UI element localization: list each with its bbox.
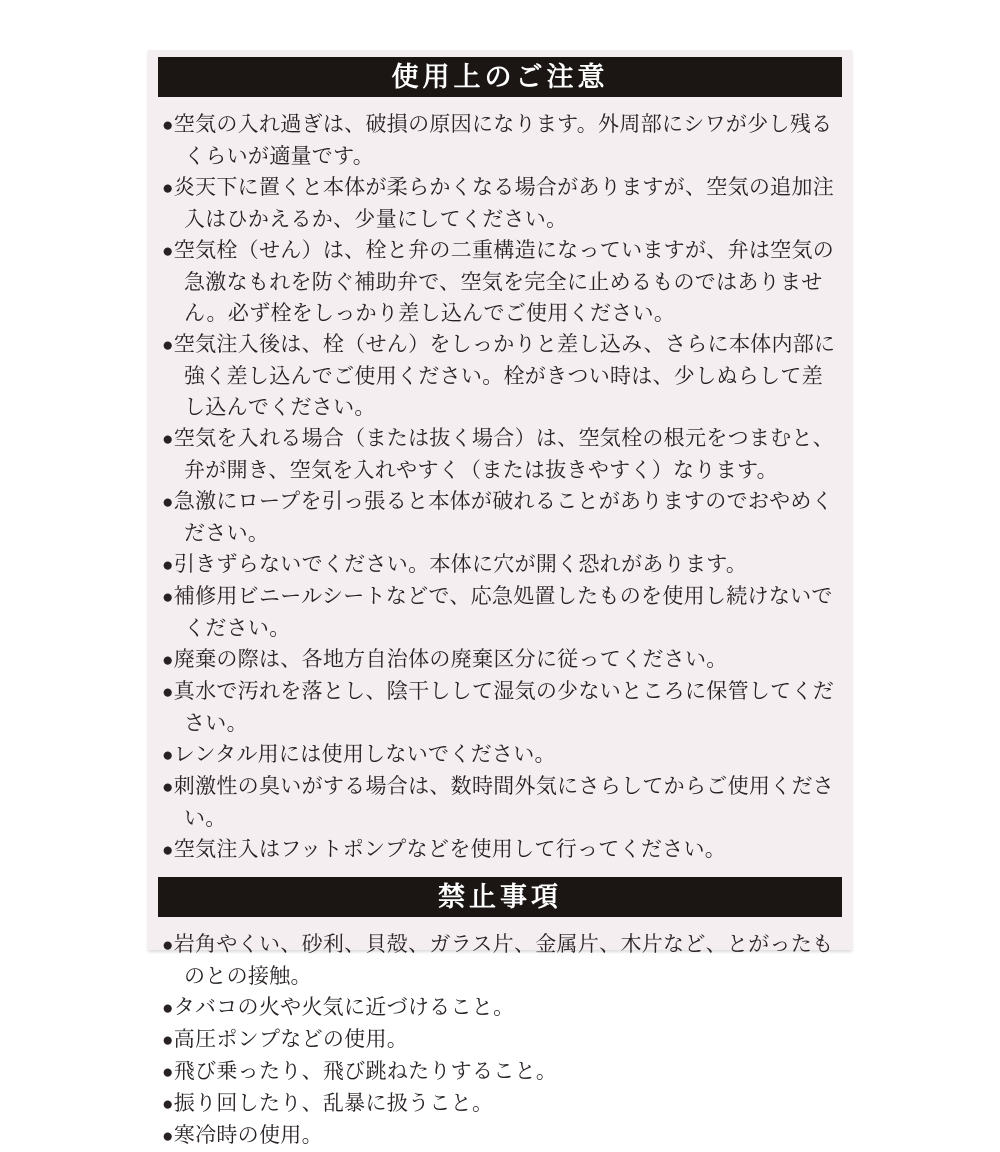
list-item (162, 1024, 840, 1056)
section-prohibited-title: 禁止事項 (438, 881, 562, 912)
list-item-text: 飛び乗ったり、飛び跳ねたりすること。 (173, 1060, 558, 1083)
list-item-text: 真水で汚れを落とし、陰干しして湿気の少ないところに保管してください。 (173, 680, 835, 735)
list-item (162, 235, 840, 329)
bullet-icon: ● (162, 429, 174, 450)
list-item (162, 771, 840, 834)
list-item-text: 補修用ビニールシートなどで、応急処置したものを使用し続けないでください。 (173, 585, 833, 640)
bullet-icon: ● (162, 1030, 174, 1051)
list-item-text: 岩角やくい、砂利、貝殻、ガラス片、金属片、木片など、とがったものとの接触。 (173, 933, 834, 988)
list-item (162, 739, 840, 771)
instruction-label-paper (148, 50, 852, 1147)
list-item-text: 空気注入後は、栓（せん）をしっかりと差し込み、さらに本体内部に強く差し込んでご使用ください。栓がきつい時は、少しぬらして差し込んでください。 (173, 333, 836, 419)
bullet-icon: ● (162, 555, 174, 576)
list-item (162, 929, 840, 992)
section-usage-header-bar (158, 57, 842, 97)
section-prohibited-actions (148, 877, 852, 1152)
list-item (162, 644, 840, 676)
bullet-icon: ● (162, 178, 174, 199)
list-item-text: 廃棄の際は、各地方自治体の廃棄区分に従ってください。 (173, 648, 728, 671)
list-item (162, 1088, 840, 1120)
list-item-text: 寒冷時の使用。 (173, 1124, 323, 1147)
list-item (162, 1056, 840, 1088)
prohibited-actions-list (148, 917, 852, 1152)
bullet-icon: ● (162, 935, 174, 956)
list-item (162, 109, 840, 172)
list-item-text: 刺激性の臭いがする場合は、数時間外気にさらしてからご使用ください。 (173, 775, 835, 830)
usage-precautions-list (148, 97, 852, 866)
bullet-icon: ● (162, 650, 174, 671)
list-item-text: 引きずらないでください。本体に穴が開く恐れがあります。 (173, 553, 748, 576)
bullet-icon: ● (162, 1062, 174, 1083)
bullet-icon: ● (162, 335, 174, 356)
list-item (162, 486, 840, 549)
list-item (162, 581, 840, 644)
bullet-icon: ● (162, 840, 174, 861)
section-usage-title: 使用上のご注意 (391, 61, 609, 92)
list-item-text: 空気栓（せん）は、栓と弁の二重構造になっていますが、弁は空気の急激なもれを防ぐ補助弁で、空気を完全に止めるものではありません。必ず栓をしっかり差し込んでご使用ください。 (173, 239, 835, 325)
bullet-icon: ● (162, 587, 174, 608)
list-item (162, 423, 840, 486)
bullet-icon: ● (162, 1094, 174, 1115)
bullet-icon: ● (162, 998, 174, 1019)
list-item-text: 振り回したり、乱暴に扱うこと。 (173, 1092, 494, 1115)
bullet-icon: ● (162, 241, 174, 262)
bullet-icon: ● (162, 682, 174, 703)
list-item (162, 329, 840, 423)
list-item-text: 炎天下に置くと本体が柔らかくなる場合がありますが、空気の追加注入はひかえるか、少量にしてください。 (173, 176, 835, 231)
list-item (162, 992, 840, 1024)
list-item-text: 空気注入はフットポンプなどを使用して行ってください。 (173, 838, 727, 861)
list-item (162, 676, 840, 739)
bullet-icon: ● (162, 745, 174, 766)
list-item (162, 549, 840, 581)
bullet-icon: ● (162, 777, 174, 798)
list-item-text: 急激にロープを引っ張ると本体が破れることがありますのでおやめください。 (173, 490, 834, 545)
list-item-text: タバコの火や火気に近づけること。 (173, 996, 515, 1019)
list-item-text: 高圧ポンプなどの使用。 (173, 1028, 409, 1051)
list-item-text: 空気を入れる場合（または抜く場合）は、空気栓の根元をつまむと、弁が開き、空気を入れやすく（または抜きやすく）なります。 (173, 427, 835, 482)
bullet-icon: ● (162, 115, 174, 136)
list-item-text: 空気の入れ過ぎは、破損の原因になります。外周部にシワが少し残るくらいが適量です。 (173, 113, 833, 168)
list-item (162, 1120, 840, 1152)
bullet-icon: ● (162, 1126, 174, 1147)
list-item (162, 172, 840, 235)
section-prohibited-header-bar (158, 877, 842, 917)
list-item (162, 834, 840, 866)
section-usage-precautions (148, 57, 852, 866)
list-item-text: レンタル用には使用しないでください。 (173, 743, 556, 766)
bullet-icon: ● (162, 492, 174, 513)
